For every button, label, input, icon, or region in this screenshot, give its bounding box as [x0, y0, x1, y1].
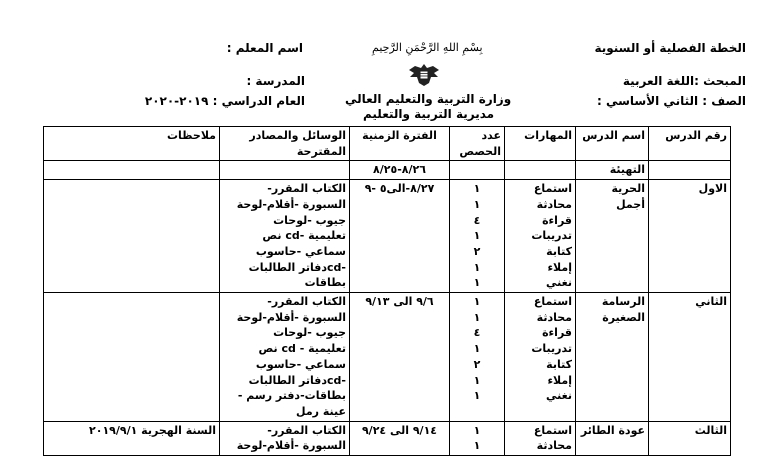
time-period: ٩/٦ الى ٩/١٣ — [350, 293, 450, 422]
skill-item: تدريبات — [531, 342, 572, 356]
resources-list — [220, 180, 350, 293]
skills-list — [505, 180, 576, 293]
table-cell — [44, 161, 220, 180]
lesson-name: عودة الطائر — [576, 421, 649, 455]
lesson-number: الثاني — [649, 293, 731, 422]
basmala: بِسْمِ اللهِ الرَّحْمَنِ الرَّحِيمِ — [372, 41, 483, 54]
skill-item: استماع — [533, 182, 572, 196]
notes-cell: السنة الهجرية ٢٠١٩/٩/١ — [44, 421, 220, 455]
table-row — [44, 180, 731, 293]
skill-item: إملاء — [547, 260, 572, 274]
notes-cell — [44, 293, 220, 422]
skills-list — [505, 421, 576, 455]
table-cell — [220, 161, 350, 180]
period-count: ١ — [473, 260, 481, 274]
resource-item: بطاقات — [304, 276, 346, 290]
school-label: المدرسة : — [246, 74, 305, 88]
skill-item: إملاء — [547, 373, 572, 387]
period-count: ٤ — [473, 213, 481, 227]
time-period: ٩/١٤ الى ٩/٢٤ — [350, 421, 450, 455]
resource-item: الكتاب المقرر- — [267, 295, 346, 309]
skill-item: تدريبات — [531, 229, 572, 243]
resource-item: -cdدفاتر الطالبات — [248, 260, 346, 274]
table-cell — [505, 161, 576, 180]
intro-row — [44, 161, 731, 180]
skills-list — [505, 293, 576, 422]
skill-item: كتابة — [546, 244, 572, 258]
skill-item: نغني — [546, 389, 572, 403]
period-count: ١ — [473, 276, 481, 290]
intro-period: ٨/٢٦-٨/٢٥ — [350, 161, 450, 180]
periods-list — [450, 421, 505, 455]
directorate-name: مديرية التربية والتعليم — [363, 107, 495, 121]
lesson-name: الرسامة الصغيرة — [576, 293, 649, 422]
skill-item: محادثة — [536, 197, 572, 211]
skill-item: كتابة — [546, 357, 572, 371]
resources-list — [220, 293, 350, 422]
period-count: ١ — [473, 373, 481, 387]
header-notes: ملاحظات — [44, 127, 220, 161]
table-row — [44, 293, 731, 422]
period-count: ١ — [473, 423, 481, 437]
header-skills: المهارات — [505, 127, 576, 161]
ministry-name: وزارة التربية والتعليم العالي — [345, 92, 512, 106]
resource-item: السبورة -أقلام-لوحة — [236, 439, 346, 453]
resource-item: عينة رمل — [296, 404, 346, 418]
period-count: ١ — [473, 389, 481, 403]
header-lesson-number: رقم الدرس — [649, 127, 731, 161]
header-periods: عدد الحصص — [450, 127, 505, 161]
resource-item: جيوب -لوحات — [273, 326, 346, 340]
period-count: ١ — [473, 182, 481, 196]
skill-item: قراءة — [542, 326, 572, 340]
lesson-name: الحرية أجمل — [576, 180, 649, 293]
header-time-period: الفترة الزمنية — [350, 127, 450, 161]
eagle-emblem-icon — [407, 62, 441, 88]
resource-item: بطاقات-دفتر رسم - — [237, 389, 346, 403]
periods-list — [450, 180, 505, 293]
resource-item: الكتاب المقرر- — [267, 182, 346, 196]
resource-item: تعليمية -cd نص — [262, 229, 346, 243]
resource-item: جيوب -لوحات — [273, 213, 346, 227]
table-cell — [450, 161, 505, 180]
time-period: ٨/٢٧-الى٥ -٩ — [350, 180, 450, 293]
skill-item: قراءة — [542, 213, 572, 227]
period-count: ٢ — [473, 357, 481, 371]
periods-list — [450, 293, 505, 422]
resource-item: سماعي -حاسوب — [255, 244, 346, 258]
period-count: ١ — [473, 229, 481, 243]
header-resources: الوسائل والمصادر المقترحة — [220, 127, 350, 161]
plan-table — [43, 126, 731, 456]
resource-item: سماعي -حاسوب — [255, 357, 346, 371]
period-count: ١ — [473, 310, 481, 324]
academic-year: العام الدراسي : ٢٠١٩-٢٠٢٠ — [144, 94, 305, 108]
skill-item: نغني — [546, 276, 572, 290]
header-lesson-name: اسم الدرس — [576, 127, 649, 161]
period-count: ١ — [473, 342, 481, 356]
lesson-number: الاول — [649, 180, 731, 293]
resource-item: السبورة -أقلام-لوحة — [236, 197, 346, 211]
skill-item: استماع — [533, 423, 572, 437]
period-count: ١ — [473, 295, 481, 309]
intro-lesson-name: التهيئة — [576, 161, 649, 180]
grade-label: الصف : الثاني الأساسي : — [596, 94, 746, 108]
table-row — [44, 421, 731, 455]
resource-item: السبورة -أقلام-لوحة — [236, 310, 346, 324]
resource-item: -cdدفاتر الطالبات — [248, 373, 346, 387]
table-header-row — [44, 127, 731, 161]
subject-label: المبحث :اللغة العربية — [622, 74, 746, 88]
period-count: ١ — [473, 439, 481, 453]
plan-title: الخطة الفصلية أو السنوية — [594, 41, 746, 55]
lesson-number: الثالث — [649, 421, 731, 455]
period-count: ٤ — [473, 326, 481, 340]
skill-item: استماع — [533, 295, 572, 309]
resource-item: الكتاب المقرر- — [267, 423, 346, 437]
period-count: ٢ — [473, 244, 481, 258]
resource-item: تعليمية - cd نص — [258, 342, 346, 356]
table-cell — [649, 161, 731, 180]
skill-item: محادثة — [536, 310, 572, 324]
teacher-name-label: اسم المعلم : — [226, 41, 303, 55]
skill-item: محادثة — [536, 439, 572, 453]
resources-list — [220, 421, 350, 455]
notes-cell — [44, 180, 220, 293]
period-count: ١ — [473, 197, 481, 211]
